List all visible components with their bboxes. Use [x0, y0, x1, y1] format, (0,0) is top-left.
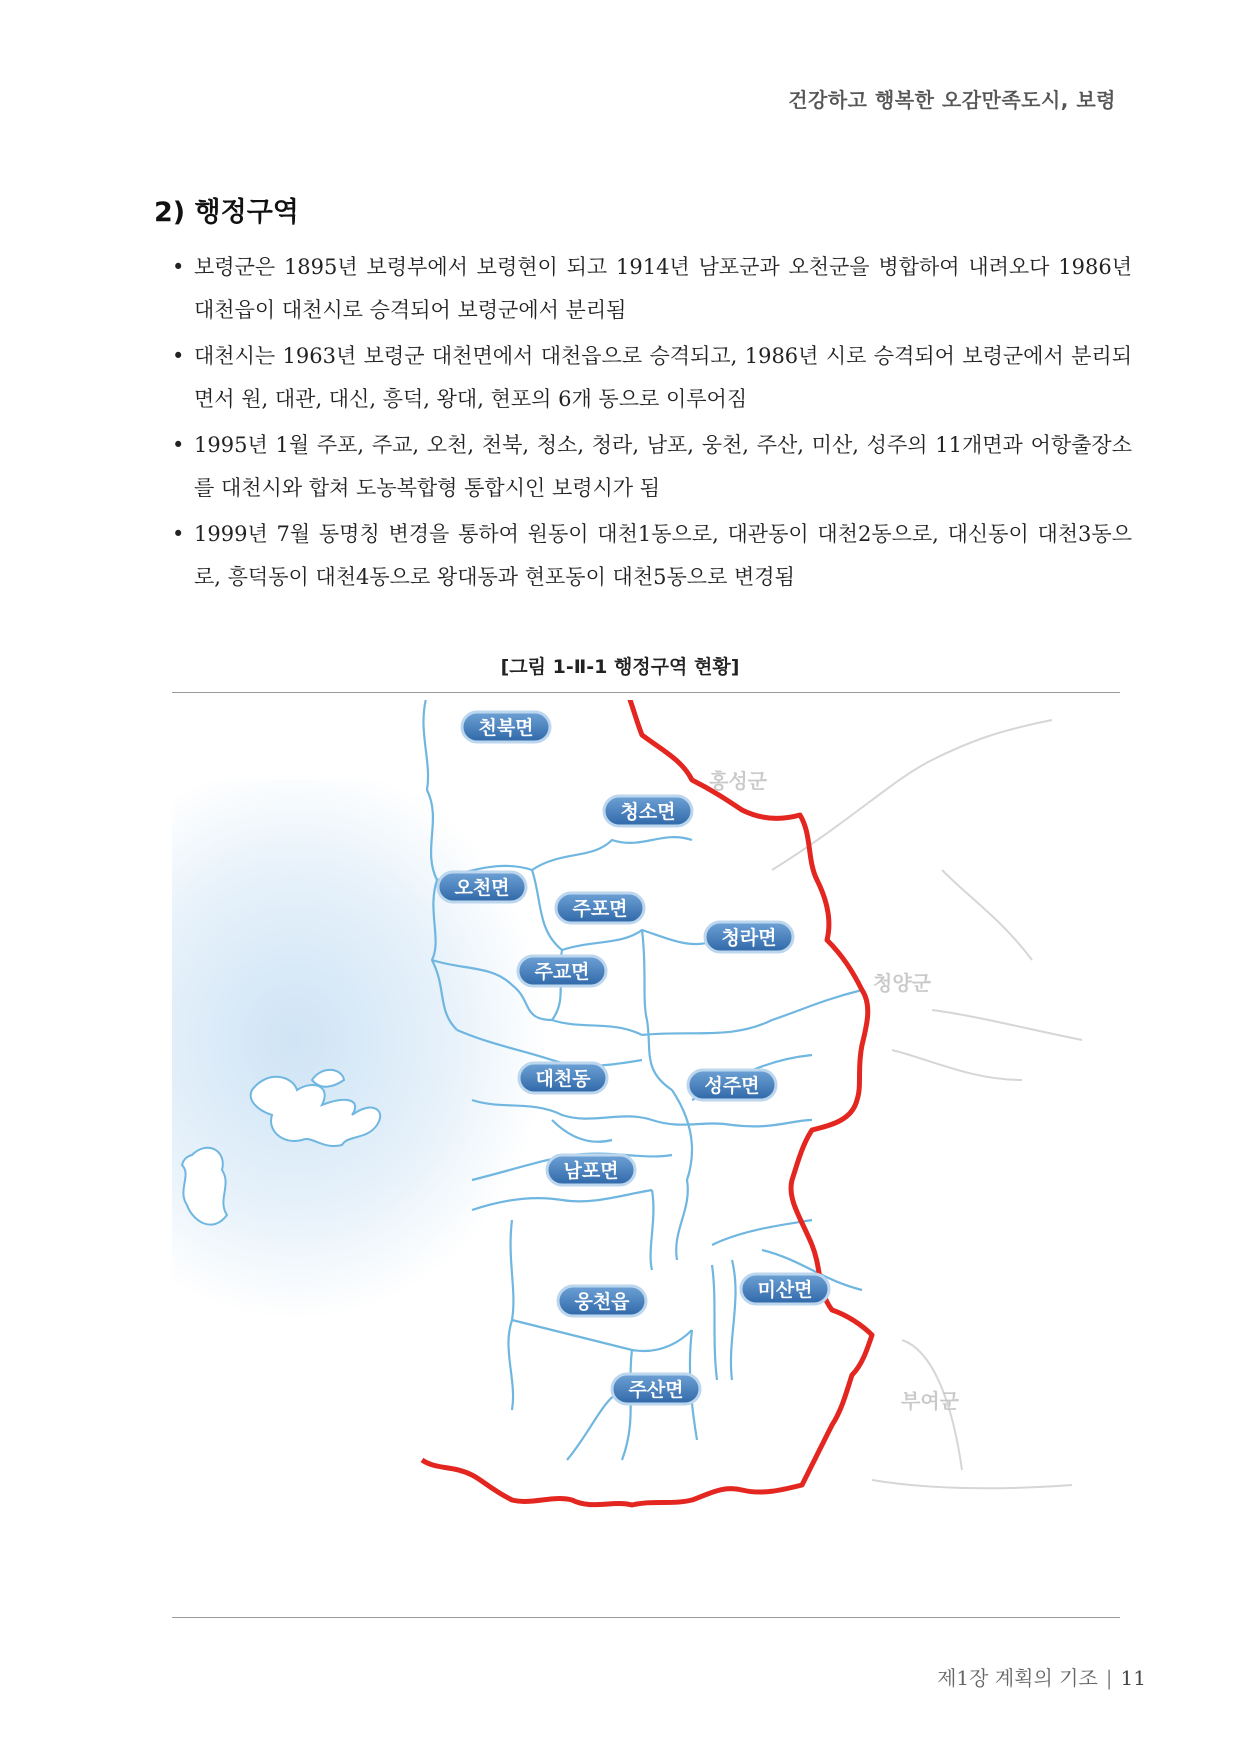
bullet-text: 1999년 7월 동명칭 변경을 통하여 원동이 대천1동으로, 대관동이 대천2동으로, 대신동이 대천3동으로, 흥덕동이 대천4동으로 왕대동과 현포동이 대천5동으로 변경됨 [194, 522, 1132, 589]
page-footer [937, 1662, 1146, 1691]
bullet-text: 대천시는 1963년 보령군 대천면에서 대천읍으로 승격되고, 1986년 시로 승격되어 보령군에서 분리되면서 원, 대관, 대신, 흥덕, 왕대, 현포의 6개 동으로 이루어짐 [194, 344, 1132, 411]
list-item [172, 424, 1132, 510]
figure-top-rule [172, 692, 1120, 693]
district-label [558, 1286, 646, 1316]
district-label [604, 796, 692, 826]
footer-separator: | [1105, 1666, 1113, 1690]
figure-bottom-rule [172, 1617, 1120, 1618]
section-title: 2) 행정구역 [154, 197, 299, 228]
bullet-dot-icon: • [172, 522, 185, 546]
svg-text:주포면: 주포면 [572, 898, 628, 920]
district-label [462, 712, 550, 742]
neighbor-boundaries [772, 720, 1082, 1488]
bullet-dot-icon: • [172, 433, 185, 457]
svg-text:주교면: 주교면 [534, 961, 590, 983]
svg-text:남포면: 남포면 [563, 1160, 619, 1182]
svg-text:미산면: 미산면 [757, 1279, 813, 1301]
running-header: 건강하고 행복한 오감만족도시, 보령 [788, 88, 1116, 112]
svg-text:청라면: 청라면 [721, 927, 777, 949]
list-item [172, 335, 1132, 421]
svg-text:성주면: 성주면 [704, 1075, 760, 1097]
neighbor-label-cheongyang: 청양군 [873, 971, 931, 995]
district-label [519, 1063, 607, 1093]
page-number: 11 [1120, 1666, 1146, 1690]
district-label [556, 893, 644, 923]
svg-text:대천동: 대천동 [535, 1068, 591, 1090]
district-label [741, 1274, 829, 1304]
district-label [688, 1070, 776, 1100]
svg-text:주산면: 주산면 [628, 1379, 684, 1401]
svg-text:천북면: 천북면 [478, 717, 534, 739]
bullet-list [172, 246, 1132, 602]
neighbor-label-hongseong: 홍성군 [709, 769, 767, 793]
bullet-dot-icon: • [172, 344, 185, 368]
neighbor-label-buyeo: 부여군 [901, 1389, 959, 1413]
list-item [172, 246, 1132, 332]
district-label [612, 1374, 700, 1404]
bullet-dot-icon: • [172, 255, 185, 279]
list-item [172, 513, 1132, 599]
district-label [547, 1155, 635, 1185]
svg-text:청소면: 청소면 [620, 801, 676, 823]
svg-text:오천면: 오천면 [454, 877, 510, 899]
bullet-text: 보령군은 1895년 보령부에서 보령현이 되고 1914년 남포군과 오천군을 병합하여 내려오다 1986년 대천읍이 대천시로 승격되어 보령군에서 분리됨 [194, 255, 1132, 322]
district-label [518, 956, 606, 986]
district-label [438, 872, 526, 902]
svg-text:웅천읍: 웅천읍 [574, 1291, 630, 1313]
district-label [705, 922, 793, 952]
figure-caption: [그림 1-Ⅱ-1 행정구역 현황] [500, 656, 740, 678]
footer-chapter: 제1장 계획의 기조 [937, 1666, 1098, 1690]
bullet-text: 1995년 1월 주포, 주교, 오천, 천북, 청소, 청라, 남포, 웅천, 주산, 미산, 성주의 11개면과 어항출장소를 대천시와 합쳐 도농복합형 통합시인 보령시가 됨 [194, 433, 1132, 500]
administrative-map [172, 700, 1120, 1610]
